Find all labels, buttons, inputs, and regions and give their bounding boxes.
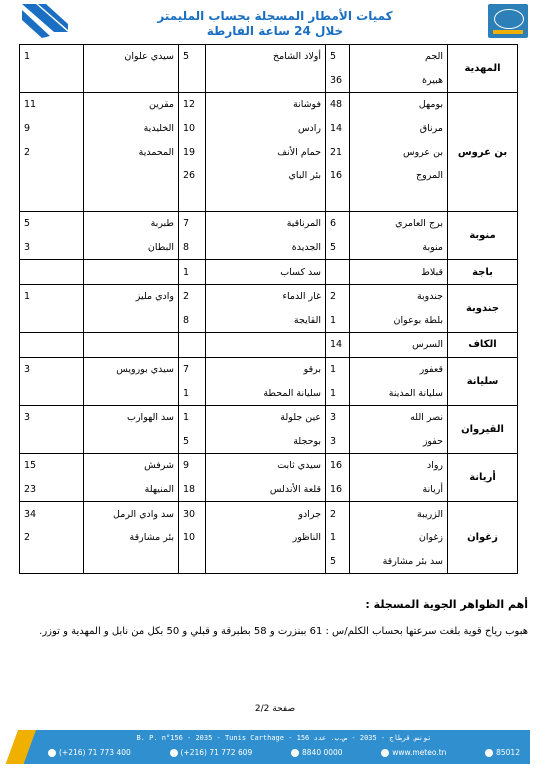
- rainfall-value: 5: [326, 45, 350, 69]
- rainfall-value: 1: [326, 526, 350, 550]
- rainfall-value: 8: [179, 309, 206, 333]
- rainfall-value: 1: [326, 381, 350, 405]
- rainfall-value: 23: [20, 478, 84, 502]
- station-name: [84, 549, 179, 573]
- sms-icon: [485, 749, 493, 757]
- station-name: بومهل: [350, 93, 448, 117]
- station-name: بن عروس: [350, 140, 448, 164]
- rainfall-value: 7: [179, 212, 206, 236]
- station-name: عين جلولة: [206, 405, 326, 429]
- station-name: سد وادي الرمل: [84, 502, 179, 526]
- rainfall-value: [179, 549, 206, 573]
- rainfall-value: [179, 333, 206, 358]
- station-name: بئر مشارقة: [84, 526, 179, 550]
- station-name: المحمدية: [84, 140, 179, 164]
- rainfall-value: 11: [20, 93, 84, 117]
- page-number: صفحة 2/2: [254, 704, 296, 714]
- institute-logo-icon: [20, 2, 70, 40]
- governorate-name: زغوان: [448, 502, 518, 574]
- governorate-name: باجة: [448, 260, 518, 285]
- station-name: سليانة المدينة: [350, 381, 448, 405]
- station-name: البطان: [84, 236, 179, 260]
- rainfall-value: 8: [179, 236, 206, 260]
- rainfall-value: 34: [20, 502, 84, 526]
- station-name: بئر الباي: [206, 164, 326, 188]
- rainfall-value: 12: [179, 93, 206, 117]
- station-name: فوشانة: [206, 93, 326, 117]
- station-name: [84, 164, 179, 188]
- station-name: برج العامري: [350, 212, 448, 236]
- station-name: هبيرة: [350, 69, 448, 93]
- fax-icon: [170, 749, 178, 757]
- rainfall-value: 3: [326, 405, 350, 429]
- rainfall-value: [20, 164, 84, 188]
- station-name: منوبة: [350, 236, 448, 260]
- governorate-name: بن عروس: [448, 93, 518, 212]
- table-row: [20, 212, 518, 236]
- table-row: [20, 333, 518, 358]
- station-name: رواد: [350, 454, 448, 478]
- station-name: الناظور: [206, 526, 326, 550]
- rainfall-value: 2: [179, 284, 206, 308]
- footer-green-number: 8840 0000: [291, 748, 343, 757]
- station-name: بلطة بوعوان: [350, 309, 448, 333]
- rainfall-value: 1: [179, 381, 206, 405]
- station-name: برقو: [206, 357, 326, 381]
- station-name: سليانة المحطة: [206, 381, 326, 405]
- phone-icon: [48, 749, 56, 757]
- table-row: [20, 45, 518, 69]
- rainfall-value: [20, 430, 84, 454]
- station-name: [84, 69, 179, 93]
- station-name: مقرين: [84, 93, 179, 117]
- rainfall-value: 2: [20, 140, 84, 164]
- table-row: [20, 478, 518, 502]
- rainfall-value: 6: [326, 212, 350, 236]
- rainfall-value: [20, 188, 84, 212]
- rainfall-value: 2: [326, 502, 350, 526]
- station-name: المنيهلة: [84, 478, 179, 502]
- table-row: [20, 454, 518, 478]
- rainfall-value: 18: [179, 478, 206, 502]
- station-name: زغوان: [350, 526, 448, 550]
- document-title: [130, 9, 420, 39]
- footer-contacts: [48, 748, 520, 757]
- station-name: [84, 430, 179, 454]
- station-name: الجم: [350, 45, 448, 69]
- rainfall-value: 1: [326, 357, 350, 381]
- table-row: [20, 526, 518, 550]
- rainfall-value: 5: [179, 45, 206, 69]
- rainfall-value: 5: [20, 212, 84, 236]
- governorate-name: أريانة: [448, 454, 518, 502]
- rainfall-value: [20, 381, 84, 405]
- station-name: [84, 381, 179, 405]
- phenomena-text: هبوب رياح قوية بلغت سرعتها بحساب الكلم/س : 61 ببنزرت و 58 بطبرقة و قبلي و 50 بكل من نابل و المهدية و توزر.: [39, 626, 528, 637]
- rainfall-value: [20, 69, 84, 93]
- governorate-name: الكاف: [448, 333, 518, 358]
- station-name: نصر الله: [350, 405, 448, 429]
- rainfall-value: 3: [326, 430, 350, 454]
- station-name: الجديدة: [206, 236, 326, 260]
- station-name: [206, 69, 326, 93]
- rainfall-value: 7: [179, 357, 206, 381]
- station-name: [350, 188, 448, 212]
- footer-sms: 85012: [485, 748, 520, 757]
- rainfall-value: 5: [326, 236, 350, 260]
- station-name: [206, 549, 326, 573]
- station-name: [84, 309, 179, 333]
- station-name: سد الهوارب: [84, 405, 179, 429]
- rainfall-value: 16: [326, 478, 350, 502]
- rainfall-table-body: [20, 45, 518, 574]
- rainfall-value: [20, 309, 84, 333]
- station-name: رادس: [206, 117, 326, 141]
- station-name: سيدي بورويس: [84, 357, 179, 381]
- table-row: [20, 260, 518, 285]
- footer-website: www.meteo.tn: [381, 748, 446, 757]
- station-name: طبربة: [84, 212, 179, 236]
- footer: [18, 730, 530, 764]
- table-row: [20, 164, 518, 188]
- phenomena-title: أهم الظواهر الجوية المسجلة :: [365, 598, 528, 611]
- rainfall-value: 26: [179, 164, 206, 188]
- globe-icon: [381, 749, 389, 757]
- title-line-2: خلال 24 ساعة الفارطة: [206, 24, 344, 38]
- table-row: [20, 357, 518, 381]
- station-name: حمام الأنف: [206, 140, 326, 164]
- rainfall-value: [326, 188, 350, 212]
- station-name: [84, 188, 179, 212]
- rainfall-value: [20, 333, 84, 358]
- station-name: جندوبة: [350, 284, 448, 308]
- header: [0, 0, 550, 44]
- rainfall-value: 21: [326, 140, 350, 164]
- rainfall-value: 1: [179, 260, 206, 285]
- rainfall-value: 36: [326, 69, 350, 93]
- rainfall-value: [326, 260, 350, 285]
- station-name: حفوز: [350, 430, 448, 454]
- rainfall-value: 5: [179, 430, 206, 454]
- table-row: [20, 236, 518, 260]
- rainfall-value: [20, 260, 84, 285]
- station-name: أولاد الشامخ: [206, 45, 326, 69]
- station-name: شرفش: [84, 454, 179, 478]
- station-name: السرس: [350, 333, 448, 358]
- rainfall-value: 15: [20, 454, 84, 478]
- footer-phone: (+216) 71 773 400: [48, 748, 131, 757]
- station-name: أريانة: [350, 478, 448, 502]
- table-row: [20, 381, 518, 405]
- governorate-name: سليانة: [448, 357, 518, 405]
- footer-address: B. P. n°156 - 2035 - Tunis Carthage - تونس قرطاج - 2035 - ص.ب. عدد 156: [136, 734, 432, 742]
- rainfall-value: 16: [326, 454, 350, 478]
- table-row: [20, 69, 518, 93]
- rainfall-value: 1: [20, 45, 84, 69]
- rainfall-value: 10: [179, 526, 206, 550]
- station-name: الزريبة: [350, 502, 448, 526]
- rainfall-value: [20, 549, 84, 573]
- governorate-name: منوبة: [448, 212, 518, 260]
- station-name: المروج: [350, 164, 448, 188]
- station-name: جرادو: [206, 502, 326, 526]
- station-name: قعفور: [350, 357, 448, 381]
- station-name: سد كساب: [206, 260, 326, 285]
- table-row: [20, 502, 518, 526]
- table-row: [20, 93, 518, 117]
- table-row: [20, 405, 518, 429]
- rainfall-value: 9: [179, 454, 206, 478]
- rainfall-value: 3: [20, 236, 84, 260]
- rainfall-value: 48: [326, 93, 350, 117]
- station-name: القايجة: [206, 309, 326, 333]
- rainfall-value: 30: [179, 502, 206, 526]
- rainfall-value: 14: [326, 117, 350, 141]
- station-name: سيدي علوان: [84, 45, 179, 69]
- rainfall-value: 16: [326, 164, 350, 188]
- governorate-name: جندوبة: [448, 284, 518, 332]
- station-name: قبلاط: [350, 260, 448, 285]
- rainfall-value: 14: [326, 333, 350, 358]
- rainfall-value: 2: [20, 526, 84, 550]
- station-name: غار الدماء: [206, 284, 326, 308]
- rainfall-value: 19: [179, 140, 206, 164]
- station-name: الخليدية: [84, 117, 179, 141]
- green-number-icon: [291, 749, 299, 757]
- table-row: [20, 140, 518, 164]
- title-line-1: كميات الأمطار المسجلة بحساب المليمتر: [157, 9, 393, 23]
- station-name: بوحجلة: [206, 430, 326, 454]
- table-row: [20, 284, 518, 308]
- rainfall-value: 9: [20, 117, 84, 141]
- meteo-emblem-icon: [488, 4, 528, 38]
- rainfall-value: 1: [326, 309, 350, 333]
- table-row: [20, 430, 518, 454]
- table-row: [20, 549, 518, 573]
- station-name: المرناقية: [206, 212, 326, 236]
- governorate-name: المهدية: [448, 45, 518, 93]
- rainfall-value: [179, 69, 206, 93]
- station-name: [206, 188, 326, 212]
- station-name: قلعة الأندلس: [206, 478, 326, 502]
- governorate-name: القيروان: [448, 405, 518, 453]
- rainfall-value: 1: [179, 405, 206, 429]
- rainfall-value: 10: [179, 117, 206, 141]
- footer-fax: (+216) 71 772 609: [170, 748, 253, 757]
- station-name: سد بئر مشارقة: [350, 549, 448, 573]
- footer-stripe: [6, 730, 36, 764]
- table-row: [20, 117, 518, 141]
- rainfall-table: [19, 44, 518, 574]
- station-name: [84, 333, 179, 358]
- station-name: سيدي ثابت: [206, 454, 326, 478]
- rainfall-value: 3: [20, 357, 84, 381]
- rainfall-value: [179, 188, 206, 212]
- rainfall-value: 3: [20, 405, 84, 429]
- rainfall-value: 5: [326, 549, 350, 573]
- rainfall-value: 1: [20, 284, 84, 308]
- rainfall-value: 2: [326, 284, 350, 308]
- station-name: [84, 260, 179, 285]
- station-name: وادي مليز: [84, 284, 179, 308]
- station-name: [206, 333, 326, 358]
- table-row: [20, 188, 518, 212]
- table-row: [20, 309, 518, 333]
- station-name: مرناق: [350, 117, 448, 141]
